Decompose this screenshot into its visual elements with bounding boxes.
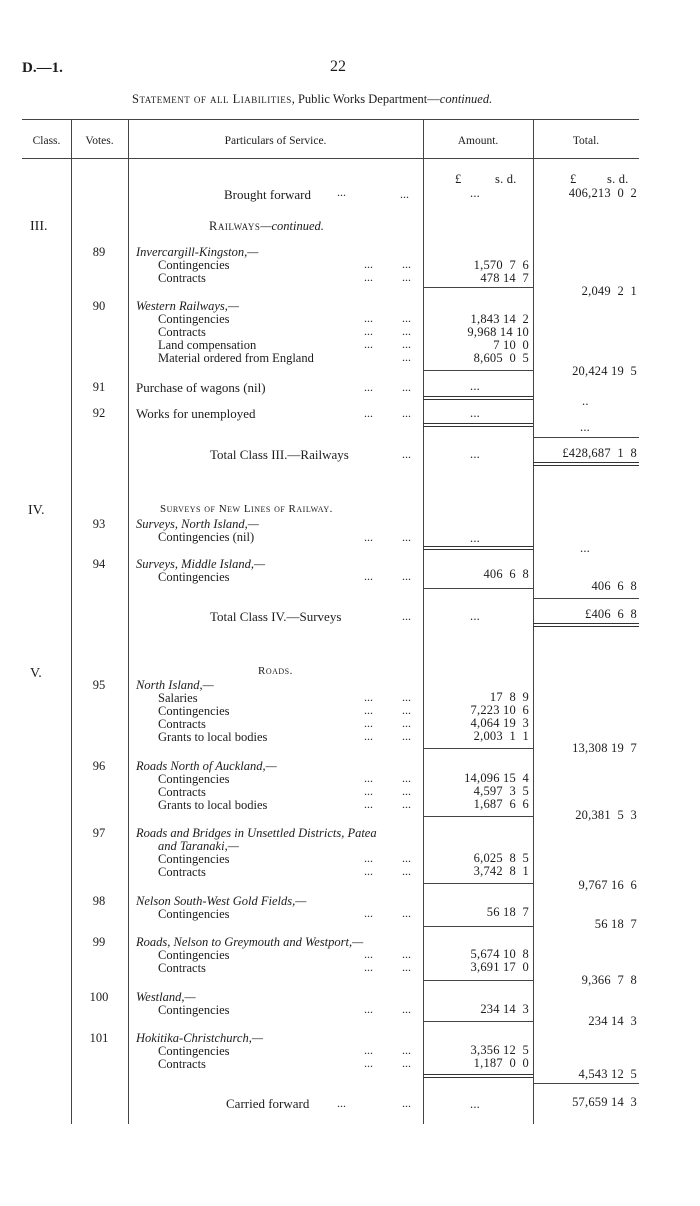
vote-99-item-amount: 3,691 17 0 — [470, 960, 529, 974]
vote-101-item-label: Contingencies — [158, 1044, 230, 1058]
vote-95-item-dots-2: ... — [402, 690, 411, 704]
vote-94-title: Surveys, Middle Island,— — [136, 557, 266, 571]
vote-91-dots: ... — [364, 380, 373, 394]
vote-94-item-dots: ... — [364, 569, 373, 583]
vote-94-item-amount: 406 6 8 — [483, 567, 529, 581]
vote-101-item-dots: ... — [364, 1043, 373, 1057]
vote-100-item-dots-2: ... — [402, 1002, 411, 1016]
vote-100-title: Westland,— — [136, 990, 196, 1004]
vote-95-item-dots: ... — [364, 703, 373, 717]
vote-94-item-dots-2: ... — [402, 569, 411, 583]
vote-99-item-label: Contracts — [158, 961, 206, 975]
vote-89-item-amount: 1,570 7 6 — [473, 258, 529, 272]
vote-90-item-label: Contracts — [158, 325, 206, 339]
vote-97-title: Roads and Bridges in Unsettled Districts, Patea — [136, 826, 377, 840]
vote-100-total: 234 14 3 — [588, 1014, 637, 1028]
vote-100-number: 100 — [89, 990, 109, 1004]
vote-89-title: Invercargill-Kingston,— — [136, 245, 259, 259]
vote-97-item-dots: ... — [364, 851, 373, 865]
vote-97-item-dots: ... — [364, 864, 373, 878]
vote-98-title: Nelson South-West Gold Fields,— — [136, 894, 307, 908]
vote-91-amount: ... — [470, 379, 480, 393]
vote-101-item-dots-2: ... — [402, 1056, 411, 1070]
vote-95-total: 13,308 19 7 — [572, 741, 637, 755]
vote-89-total: 2,049 2 1 — [581, 284, 637, 298]
vote-95-item-amount: 4,064 19 3 — [470, 716, 529, 730]
page-ref: D.—1. — [22, 60, 63, 76]
vote-94-total: 406 6 8 — [591, 579, 637, 593]
carried-forward-amount: ... — [470, 1097, 480, 1111]
brought-forward-amount: ... — [470, 186, 480, 200]
vote-91-double-rule — [423, 396, 533, 400]
vote-89-item-label: Contingencies — [158, 258, 230, 272]
vote-99-item-dots-2: ... — [402, 947, 411, 961]
vote-95-subtotal-rule — [423, 748, 533, 749]
vote-93-item-amount: ... — [470, 531, 480, 545]
vote-100-subtotal-rule — [423, 1021, 533, 1022]
vote-89-item-dots-2: ... — [402, 270, 411, 284]
page-title-main: Statement of all Liabilities — [132, 92, 292, 106]
vote-93-item-dots-2: ... — [402, 530, 411, 544]
vote-101-item-label: Contracts — [158, 1057, 206, 1071]
vote-99-subtotal-rule — [423, 980, 533, 981]
vote-93-number: 93 — [92, 517, 106, 531]
vote-101-item-amount: 1,187 0 0 — [473, 1056, 529, 1070]
total-pound-symbol: £ — [570, 172, 577, 186]
class-iii-heading — [209, 219, 324, 234]
vote-89-item-dots-2: ... — [402, 257, 411, 271]
vote-92-double-rule — [423, 423, 533, 427]
vote-91-dots-2: ... — [402, 380, 411, 394]
col-divider-votes — [128, 119, 129, 1124]
class-iii-total-value: £428,687 1 8 — [562, 446, 637, 460]
vote-89-item-dots: ... — [364, 257, 373, 271]
vote-91-total: .. — [582, 394, 589, 408]
vote-90-subtotal-rule — [423, 370, 533, 371]
vote-90-item-dots: ... — [364, 311, 373, 325]
vote-94-number: 94 — [92, 557, 106, 571]
vote-95-item-amount: 2,003 1 1 — [473, 729, 529, 743]
vote-97-total: 9,767 16 6 — [578, 878, 637, 892]
brought-forward-dots-2: ... — [400, 187, 409, 201]
vote-101-total: 4,543 12 5 — [578, 1067, 637, 1081]
vote-90-item-dots-2: ... — [402, 324, 411, 338]
vote-97-subtotal-rule — [423, 883, 533, 884]
class-iii-total-double-rule — [533, 462, 639, 466]
table-header-rule — [22, 158, 639, 159]
vote-99-number: 99 — [92, 935, 106, 949]
table-top-rule — [22, 119, 639, 120]
vote-95-item-dots-2: ... — [402, 729, 411, 743]
vote-99-item-dots: ... — [364, 947, 373, 961]
vote-92-dots: ... — [364, 406, 373, 420]
carried-forward-dots: ... — [337, 1096, 346, 1110]
vote-95-title: North Island,— — [136, 678, 214, 692]
page-number: 22 — [330, 58, 346, 75]
carried-forward-dots-2: ... — [402, 1096, 411, 1110]
vote-94-item-label: Contingencies — [158, 570, 230, 584]
vote-93-item-label: Contingencies (nil) — [158, 530, 255, 544]
vote-98-total: 56 18 7 — [594, 917, 637, 931]
vote-98-item-amount: 56 18 7 — [486, 905, 529, 919]
class-iv-heading: Surveys of New Lines of Railway. — [160, 503, 333, 515]
class-v-label: V. — [30, 666, 42, 681]
class-iv-total-amount: ... — [470, 609, 480, 623]
vote-99-item-label: Contingencies — [158, 948, 230, 962]
vote-98-item-label: Contingencies — [158, 907, 230, 921]
col-head-class: Class. — [32, 135, 61, 147]
class-iii-heading-main: Railways — [209, 219, 261, 233]
vote-96-total: 20,381 5 3 — [575, 808, 637, 822]
col-head-amount: Amount. — [457, 135, 499, 147]
class-iv-total-value: £406 6 8 — [585, 607, 637, 621]
vote-95-item-dots: ... — [364, 729, 373, 743]
vote-97-item-amount: 3,742 8 1 — [473, 864, 529, 878]
col-head-votes: Votes. — [85, 135, 114, 147]
vote-95-item-dots: ... — [364, 690, 373, 704]
class-iii-total-rule — [533, 437, 639, 438]
class-iii-label: III. — [30, 219, 48, 234]
brought-forward-label: Brought forward — [224, 187, 312, 202]
vote-95-number: 95 — [92, 678, 106, 692]
vote-100-item-label: Contingencies — [158, 1003, 230, 1017]
vote-95-item-label: Grants to local bodies — [158, 730, 268, 744]
vote-97-item-dots-2: ... — [402, 864, 411, 878]
vote-96-item-label: Contingencies — [158, 772, 230, 786]
vote-95-item-dots: ... — [364, 716, 373, 730]
class-iv-total-dots: ... — [402, 609, 411, 623]
vote-92-title: Works for unemployed — [136, 406, 256, 421]
vote-96-item-amount: 1,687 6 6 — [473, 797, 529, 811]
vote-97-item-label: Contracts — [158, 865, 206, 879]
vote-90-number: 90 — [92, 299, 106, 313]
vote-98-item-dots: ... — [364, 906, 373, 920]
vote-96-item-amount: 4,597 3 5 — [473, 784, 529, 798]
vote-96-item-dots: ... — [364, 771, 373, 785]
vote-95-item-amount: 7,223 10 6 — [470, 703, 529, 717]
vote-96-item-amount: 14,096 15 4 — [464, 771, 529, 785]
vote-90-item-dots: ... — [364, 324, 373, 338]
vote-93-double-rule — [423, 546, 533, 550]
vote-93-item-dots: ... — [364, 530, 373, 544]
vote-95-item-dots-2: ... — [402, 716, 411, 730]
class-iii-total-label: Total Class III.—Railways — [210, 447, 349, 462]
vote-90-item-amount: 8,605 0 5 — [473, 351, 529, 365]
vote-95-item-dots-2: ... — [402, 703, 411, 717]
vote-91-title: Purchase of wagons (nil) — [136, 380, 266, 395]
vote-92-number: 92 — [92, 406, 106, 420]
vote-90-item-dots-2: ... — [402, 350, 411, 364]
class-iii-total-amount: ... — [470, 447, 480, 461]
vote-90-item-label: Land compensation — [158, 338, 257, 352]
vote-90-item-dots-2: ... — [402, 337, 411, 351]
vote-95-item-label: Contracts — [158, 717, 206, 731]
vote-89-item-dots: ... — [364, 270, 373, 284]
vote-101-item-amount: 3,356 12 5 — [470, 1043, 529, 1057]
vote-96-item-dots-2: ... — [402, 771, 411, 785]
vote-90-item-dots-2: ... — [402, 311, 411, 325]
vote-96-item-dots-2: ... — [402, 797, 411, 811]
class-iv-total-rule — [533, 598, 639, 599]
col-divider-class — [71, 119, 72, 1124]
vote-99-item-dots: ... — [364, 960, 373, 974]
vote-97-item-label: Contingencies — [158, 852, 230, 866]
vote-93-total: ... — [580, 541, 590, 555]
brought-forward-dots: ... — [337, 185, 346, 199]
vote-101-title: Hokitika-Christchurch,— — [136, 1031, 263, 1045]
vote-95-item-label: Contingencies — [158, 704, 230, 718]
vote-90-item-amount: 7 10 0 — [493, 338, 529, 352]
vote-100-item-dots: ... — [364, 1002, 373, 1016]
vote-90-total: 20,424 19 5 — [572, 364, 637, 378]
vote-98-number: 98 — [92, 894, 106, 908]
carried-forward-label: Carried forward — [226, 1096, 310, 1111]
vote-99-item-dots-2: ... — [402, 960, 411, 974]
vote-95-item-label: Salaries — [158, 691, 198, 705]
vote-99-title: Roads, Nelson to Greymouth and Westport,— — [136, 935, 364, 949]
vote-100-item-amount: 234 14 3 — [480, 1002, 529, 1016]
vote-89-subtotal-rule — [423, 287, 533, 288]
vote-90-item-amount: 9,968 14 10 — [467, 325, 529, 339]
vote-97-title-continued: and Taranaki,— — [158, 839, 239, 853]
col-head-particulars: Particulars of Service. — [224, 135, 327, 147]
class-iv-total-label: Total Class IV.—Surveys — [210, 609, 342, 624]
vote-89-number: 89 — [92, 245, 106, 259]
vote-90-item-amount: 1,843 14 2 — [470, 312, 529, 326]
page-title — [132, 92, 492, 107]
vote-90-item-label: Material ordered from England — [158, 351, 314, 365]
vote-101-item-dots-2: ... — [402, 1043, 411, 1057]
class-iv-total-double-rule — [533, 623, 639, 627]
vote-97-item-dots-2: ... — [402, 851, 411, 865]
vote-96-subtotal-rule — [423, 816, 533, 817]
class-iv-label: IV. — [28, 503, 45, 518]
vote-99-total: 9,366 7 8 — [581, 973, 637, 987]
vote-89-item-label: Contracts — [158, 271, 206, 285]
vote-95-item-amount: 17 8 9 — [489, 690, 529, 704]
amount-pound-symbol: £ — [455, 172, 462, 186]
col-head-total: Total. — [572, 135, 600, 147]
vote-96-item-dots: ... — [364, 784, 373, 798]
vote-92-dots-2: ... — [402, 406, 411, 420]
class-v-total-rule — [533, 1083, 639, 1084]
vote-89-item-amount: 478 14 7 — [480, 271, 529, 285]
class-v-heading: Roads. — [258, 665, 293, 677]
vote-90-item-dots: ... — [364, 337, 373, 351]
vote-99-item-amount: 5,674 10 8 — [470, 947, 529, 961]
vote-91-number: 91 — [92, 380, 106, 394]
vote-96-item-label: Contracts — [158, 785, 206, 799]
vote-94-subtotal-rule — [423, 588, 533, 589]
vote-96-title: Roads North of Auckland,— — [136, 759, 277, 773]
total-sd-header: s. d. — [607, 172, 629, 186]
vote-96-item-label: Grants to local bodies — [158, 798, 268, 812]
vote-90-item-label: Contingencies — [158, 312, 230, 326]
page-title-mid: , Public Works Department— — [291, 92, 440, 106]
vote-101-double-rule — [423, 1074, 533, 1078]
class-iii-total-dots: ... — [402, 447, 411, 461]
vote-101-number: 101 — [89, 1031, 109, 1045]
vote-92-total: ... — [580, 420, 590, 434]
page-title-suffix: continued. — [439, 92, 493, 106]
vote-90-title: Western Railways,— — [136, 299, 240, 313]
vote-97-number: 97 — [92, 826, 106, 840]
vote-98-item-dots-2: ... — [402, 906, 411, 920]
vote-92-amount: ... — [470, 406, 480, 420]
vote-96-number: 96 — [92, 759, 106, 773]
amount-sd-header: s. d. — [495, 172, 517, 186]
vote-101-item-dots: ... — [364, 1056, 373, 1070]
vote-96-item-dots: ... — [364, 797, 373, 811]
vote-96-item-dots-2: ... — [402, 784, 411, 798]
vote-98-subtotal-rule — [423, 926, 533, 927]
vote-93-title: Surveys, North Island,— — [136, 517, 259, 531]
class-iii-heading-suffix: —continued. — [260, 219, 324, 233]
carried-forward-total: 57,659 14 3 — [572, 1095, 637, 1109]
brought-forward-total: 406,213 0 2 — [568, 186, 637, 200]
vote-97-item-amount: 6,025 8 5 — [473, 851, 529, 865]
